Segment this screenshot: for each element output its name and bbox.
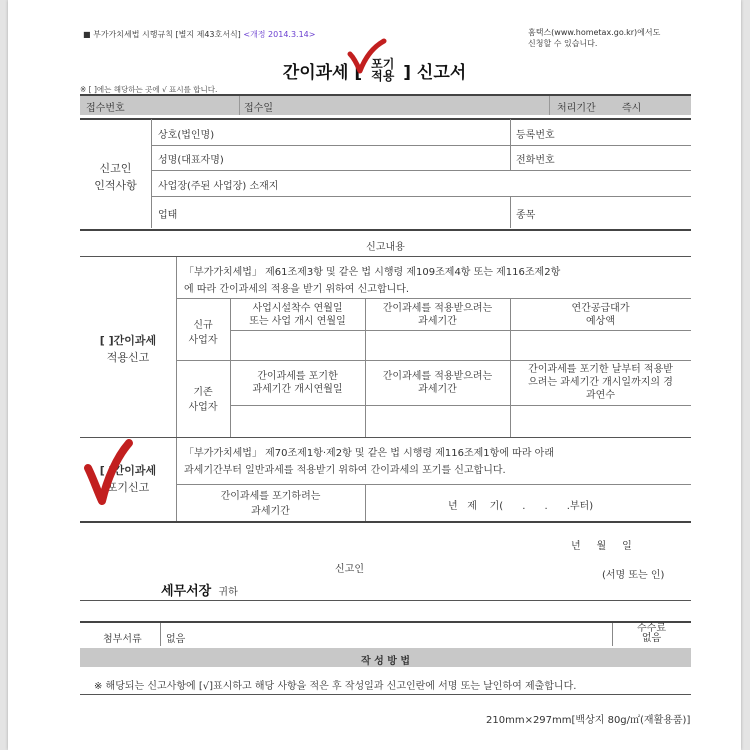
new-col-annual-supply <box>510 302 691 328</box>
apply-section-label <box>80 332 176 366</box>
exist-col1-line-2: 과세기간 개시연월일 <box>252 384 343 395</box>
new-col2-line-2: 과세기간 <box>418 316 457 327</box>
title-abandon-check-icon <box>346 38 388 76</box>
title-bracket-open: [ <box>354 63 363 83</box>
content-header: 신고내용 <box>366 242 405 253</box>
attachments-spacer-rule <box>80 600 691 601</box>
instructions-bottom-rule <box>80 694 691 695</box>
abandon-top-rule <box>80 437 691 438</box>
exist-col2-line-1: 간이과세를 적용받으려는 <box>382 371 493 382</box>
reporter-label-line-2: 인적사항 <box>94 179 137 192</box>
reporter-section-label <box>80 160 151 194</box>
exist-col-apply-period <box>365 370 510 396</box>
apply-description <box>184 264 689 298</box>
trade-name-label: 상호(법인명) <box>158 130 215 141</box>
new-col1-line-2: 또는 사업 개시 연월일 <box>249 316 346 327</box>
exist-label-line-1: 기존 <box>193 387 213 398</box>
registration-number-label: 등록번호 <box>516 130 555 141</box>
instructions-header: 작 성 방 법 <box>360 656 411 667</box>
abandon-label-line-1[interactable]: [ ]간이과세 <box>99 464 157 477</box>
apply-grid-line <box>176 298 691 299</box>
apply-grid-line <box>230 405 691 406</box>
title-option-apply: 적용 <box>371 69 395 83</box>
new-business-label <box>176 318 230 348</box>
abandon-desc-line-2: 과세기간부터 일반과세를 적용받기 위하여 간이과세의 포기를 신고합니다. <box>184 465 506 476</box>
content-header-rule <box>80 256 691 257</box>
apply-label-line-2: 적용신고 <box>106 351 150 364</box>
fee-value: 없음 <box>641 633 662 644</box>
exist-col2-line-2: 과세기간 <box>418 384 457 395</box>
form-reference <box>83 29 315 40</box>
reporter-row-line <box>151 196 691 197</box>
business-type-label: 업태 <box>158 210 178 221</box>
abandon-period-line-1: 간이과세를 포기하려는 <box>220 491 321 502</box>
representative-name-label: 성명(대표자명) <box>158 155 224 166</box>
receipt-number-label: 접수번호 <box>86 103 125 114</box>
new-col2-line-1: 간이과세를 적용받으려는 <box>382 303 493 314</box>
abandon-period-value[interactable]: 년 제 기( . . .부터) <box>448 501 594 512</box>
reporter-divider <box>151 119 152 228</box>
hometax-line-1: 홈택스(www.hometax.go.kr)에서도 <box>528 28 661 37</box>
attachments-top-rule <box>80 621 691 623</box>
abandon-grid-line <box>176 484 691 485</box>
processing-period-label: 처리기간 <box>557 103 596 114</box>
reporter-row-line <box>151 170 691 171</box>
hometax-notice <box>528 27 660 49</box>
hometax-line-2: 신청할 수 있습니다. <box>528 39 598 48</box>
receipt-top-rule <box>80 94 691 96</box>
abandon-desc-line-1: 「부가가치세법」 제70조제1항·제2항 및 같은 법 시행령 제116조제1항에 따라 아래 <box>184 448 554 459</box>
signature-date[interactable]: 년 월 일 <box>571 541 632 552</box>
signature-reporter-label: 신고인 <box>335 564 364 575</box>
abandon-description <box>184 445 689 479</box>
revision-text: <개정 2014.3.14> <box>243 30 316 39</box>
apply-desc-line-1: 「부가가치세법」 제61조제3항 및 같은 법 시행령 제109조제4항 또는 제116조제2항 <box>184 267 561 278</box>
form-ref-text: ■ 부가가치세법 시행규칙 [별지 제43호서식] <box>83 30 241 39</box>
apply-label-line-1[interactable]: [ ]간이과세 <box>99 334 157 347</box>
title-bracket-close: ] <box>403 63 411 83</box>
reporter-row-line <box>151 145 691 146</box>
reporter-divider <box>510 196 511 228</box>
receipt-divider <box>549 96 550 115</box>
new-label-line-1: 신규 <box>193 320 213 331</box>
form-page <box>8 0 741 750</box>
tax-office-name: 세무서장 <box>161 584 212 599</box>
title-option-abandon: 포기 <box>371 57 395 71</box>
receipt-bar <box>80 95 691 115</box>
title-suffix: 신고서 <box>416 63 467 83</box>
signature-note: (서명 또는 인) <box>602 570 665 581</box>
business-item-label: 종목 <box>516 210 536 221</box>
new-col-start-date <box>230 302 365 328</box>
content-top-rule <box>80 229 691 231</box>
abandon-bottom-rule <box>80 521 691 523</box>
reporter-top-rule <box>80 118 691 120</box>
reporter-label-line-1: 신고인 <box>99 162 132 175</box>
fee-label: 수수료 <box>637 623 666 634</box>
receipt-divider <box>239 96 240 115</box>
new-col1-line-1: 사업시설착수 연월일 <box>252 303 343 314</box>
abandon-label-line-2: 포기신고 <box>106 481 150 494</box>
processing-period-value: 즉시 <box>622 103 642 114</box>
exist-label-line-2: 사업자 <box>188 402 218 413</box>
new-label-line-2: 사업자 <box>188 335 218 346</box>
receipt-date-label: 접수일 <box>244 103 273 114</box>
apply-grid-line <box>176 360 691 361</box>
existing-business-label <box>176 385 230 415</box>
abandon-grid-line <box>365 484 366 521</box>
attachments-divider <box>160 623 161 646</box>
attachments-label: 첨부서류 <box>103 634 142 645</box>
tax-office-addressee <box>161 580 238 599</box>
tax-office-honorific: 귀하 <box>218 587 238 598</box>
checkbox-notice: ※ [ ]에는 해당하는 곳에 √ 표시를 합니다. <box>80 85 218 94</box>
phone-number-label: 전화번호 <box>516 155 555 166</box>
paper-spec-footer: 210mm×297mm[백상지 80g/㎡(재활용품)] <box>486 715 691 726</box>
apply-grid-line <box>230 330 691 331</box>
exist-col3-line-3: 과연수 <box>586 390 615 401</box>
exist-col3-line-1: 간이과세를 포기한 날부터 적용받 <box>528 364 673 375</box>
attachments-value: 없음 <box>166 634 186 645</box>
abandon-period-label <box>176 489 365 519</box>
exist-col-abandon-date <box>230 370 365 396</box>
exist-col-elapsed-years <box>510 363 691 402</box>
new-col3-line-1: 연간공급대가 <box>571 303 630 314</box>
apply-desc-line-2: 에 따라 간이과세의 적용을 받기 위하여 신고합니다. <box>184 284 410 295</box>
new-col-apply-period <box>365 302 510 328</box>
title-prefix: 간이과세 <box>282 63 349 83</box>
abandon-check-icon <box>82 438 136 506</box>
exist-col1-line-1: 간이과세를 포기한 <box>257 371 338 382</box>
exist-col3-line-2: 으려는 과세기간 개시일까지의 경 <box>528 377 673 388</box>
abandon-period-line-2: 과세기간 <box>251 506 290 517</box>
business-address-label: 사업장(주된 사업장) 소재지 <box>158 181 279 192</box>
new-col3-line-2: 예상액 <box>586 316 615 327</box>
instructions-text: ※ 해당되는 신고사항에 [√]표시하고 해당 사항을 적은 후 작성일과 신고인란에 서명 또는 날인하여 제출합니다. <box>94 681 577 692</box>
fee-box <box>612 624 691 644</box>
